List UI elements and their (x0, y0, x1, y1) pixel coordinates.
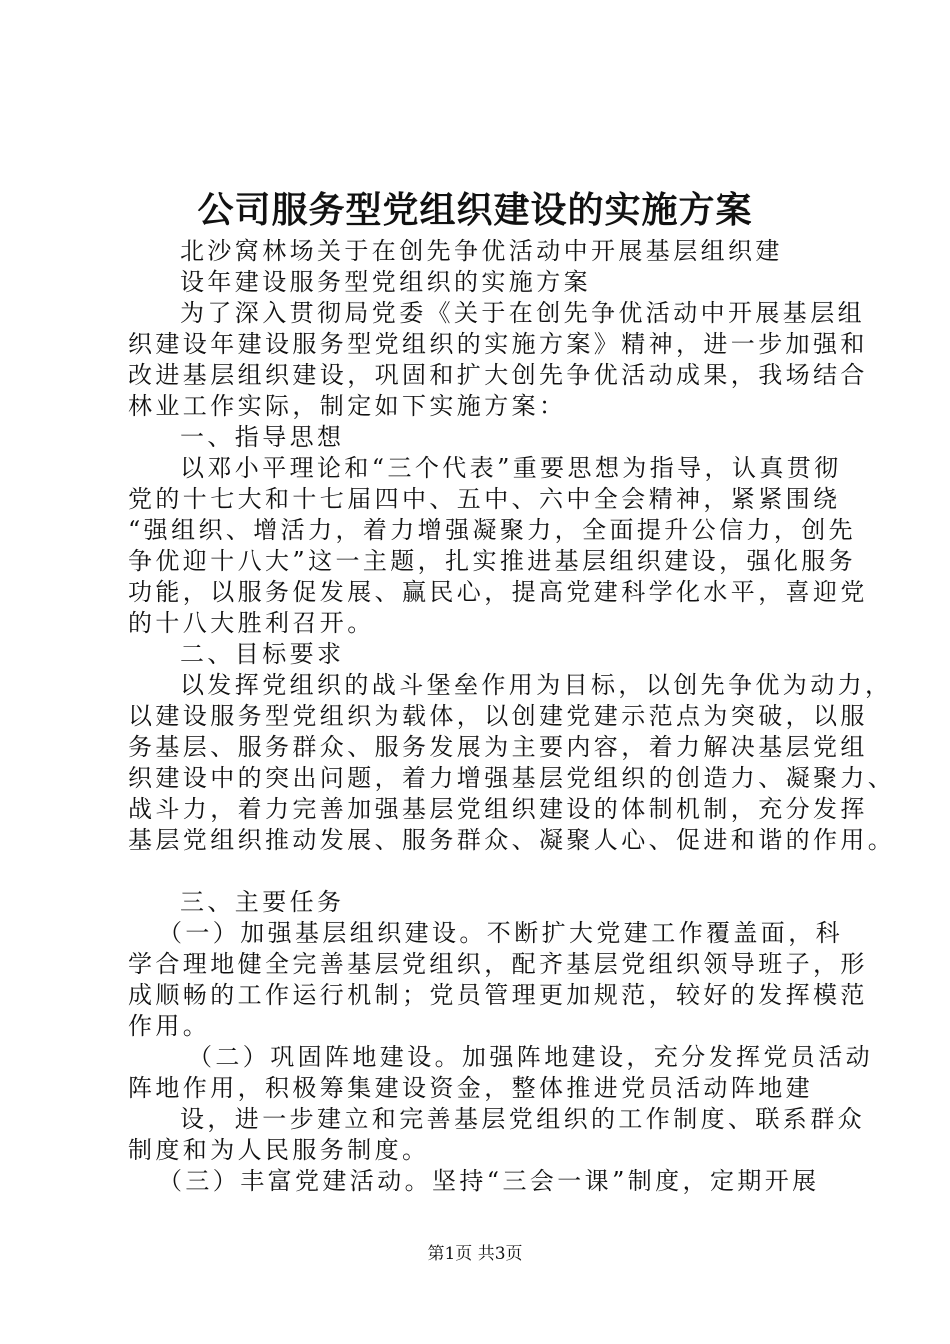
section-heading: 一、指导思想 (180, 423, 345, 451)
section-line: 党的十七大和十七届四中、五中、六中全会精神，紧紧围绕 (128, 485, 841, 513)
section-line: “强组织、增活力，着力增强凝聚力，全面提升公信力，创先 (128, 516, 857, 544)
section-line: 学合理地健全完善基层党组织，配齐基层党组织领导班子，形 (128, 950, 868, 978)
paragraph-gap (128, 856, 848, 887)
section-line: 基层党组织推动发展、服务群众、凝聚人心、促进和谐的作用。 (128, 826, 896, 854)
subtitle-line: 北沙窝林场关于在创先争优活动中开展基层组织建 (180, 237, 783, 265)
section-line: （一）加强基层组织建设。不断扩大党建工作覆盖面，科 (158, 919, 843, 947)
section-line: 成顺畅的工作运行机制；党员管理更加规范，较好的发挥模范 (128, 981, 868, 1009)
section-line: 争优迎十八大”这一主题，扎实推进基层组织建设，强化服务 (128, 547, 857, 575)
section-line: 战斗力，着力完善加强基层党组织建设的体制机制，充分发挥 (128, 795, 868, 823)
section-line: 以邓小平理论和“三个代表”重要思想为指导，认真贯彻 (180, 454, 842, 482)
section-line: 以建设服务型党组织为载体，以创建党建示范点为突破，以服 (128, 702, 868, 730)
section-heading: 三、主要任务 (180, 888, 345, 916)
section-line: （三）丰富党建活动。坚持“三会一课”制度，定期开展 (158, 1167, 820, 1195)
section-line: 的十八大胜利召开。 (128, 609, 375, 637)
section-line: （二）巩固阵地建设。加强阵地建设，充分发挥党员活动 (188, 1043, 873, 1071)
subtitle-line: 设年建设服务型党组织的实施方案 (180, 268, 591, 296)
intro-line: 林业工作实际，制定如下实施方案： (128, 392, 567, 420)
section-line: 务基层、服务群众、服务发展为主要内容，着力解决基层党组 (128, 733, 868, 761)
section-line: 设，进一步建立和完善基层党组织的工作制度、联系群众 (180, 1105, 865, 1133)
intro-line: 织建设年建设服务型党组织的实施方案》精神，进一步加强和 (128, 330, 868, 358)
document-body (128, 236, 896, 1197)
section-line: 作用。 (128, 1012, 211, 1040)
section-line: 织建设中的突出问题，着力增强基层党组织的创造力、凝聚力、 (128, 764, 896, 792)
section-line: 以发挥党组织的战斗堡垒作用为目标，以创先争优为动力， (180, 671, 893, 699)
document-title: 公司服务型党组织建设的实施方案 (197, 189, 753, 231)
page-footer: 第1页 共3页 (427, 1244, 523, 1264)
section-line: 功能，以服务促发展、赢民心，提高党建科学化水平，喜迎党 (128, 578, 868, 606)
intro-line: 为了深入贯彻局党委《关于在创先争优活动中开展基层组 (180, 299, 865, 327)
section-line: 制度和为人民服务制度。 (128, 1136, 430, 1164)
section-heading: 二、目标要求 (180, 640, 345, 668)
intro-line: 改进基层组织建设，巩固和扩大创先争优活动成果，我场结合 (128, 361, 868, 389)
section-line: 阵地作用，积极筹集建设资金，整体推进党员活动阵地建 (128, 1074, 813, 1102)
